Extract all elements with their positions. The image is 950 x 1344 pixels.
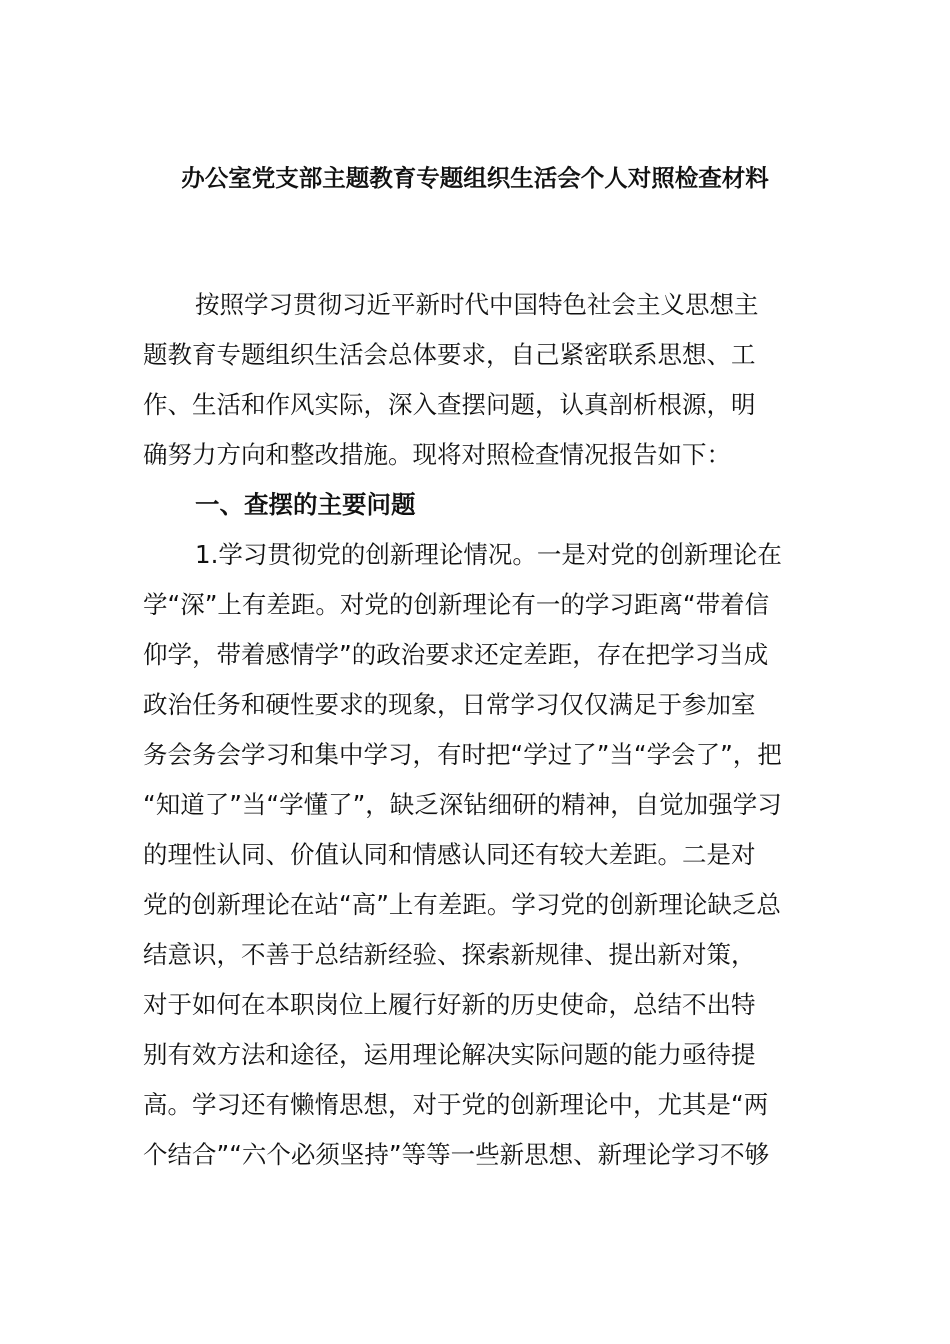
paragraph-line: 政治任务和硬性要求的现象，日常学习仅仅满足于参加室 — [143, 690, 756, 719]
paragraph-line: 对于如何在本职岗位上履行好新的历史使命，总结不出特 — [143, 990, 756, 1019]
paragraph-line: 结意识，不善于总结新经验、探索新规律、提出新对策， — [143, 940, 756, 969]
document-body — [143, 280, 808, 1180]
paragraph-line: 按照学习贯彻习近平新时代中国特色社会主义思想主 — [195, 290, 759, 319]
paragraph-line: 高。学习还有懒惰思想，对于党的创新理论中，尤其是“两 — [143, 1090, 769, 1119]
paragraph-line: “知道了”当“学懂了”，缺乏深钻细研的精神，自觉加强学习 — [143, 790, 782, 819]
paragraph-line: 题教育专题组织生活会总体要求，自己紧密联系思想、工 — [143, 340, 756, 369]
paragraph-line: 别有效方法和途径，运用理论解决实际问题的能力亟待提 — [143, 1040, 756, 1069]
paragraph-line: 1.学习贯彻党的创新理论情况。一是对党的创新理论在 — [195, 540, 782, 569]
paragraph-line: 党的创新理论在站“高”上有差距。学习党的创新理论缺乏总 — [143, 890, 781, 919]
section-heading: 一、查摆的主要问题 — [195, 490, 416, 519]
paragraph-line: 仰学，带着感情学”的政治要求还定差距，存在把学习当成 — [143, 640, 769, 669]
paragraph-line: 个结合”“六个必须坚持”等等一些新思想、新理论学习不够 — [143, 1140, 770, 1169]
paragraph-line: 确努力方向和整改措施。现将对照检查情况报告如下： — [143, 440, 731, 469]
paragraph-line: 的理性认同、价值认同和情感认同还有较大差距。二是对 — [143, 840, 756, 869]
paragraph-line: 作、生活和作风实际，深入查摆问题，认真剖析根源，明 — [143, 390, 756, 419]
paragraph-line: 务会务会学习和集中学习，有时把“学过了”当“学会了”，把 — [143, 740, 782, 769]
paragraph-line: 学“深”上有差距。对党的创新理论有一的学习距离“带着信 — [143, 590, 770, 619]
document-title: 办公室党支部主题教育专题组织生活会个人对照检查材料 — [181, 164, 769, 192]
